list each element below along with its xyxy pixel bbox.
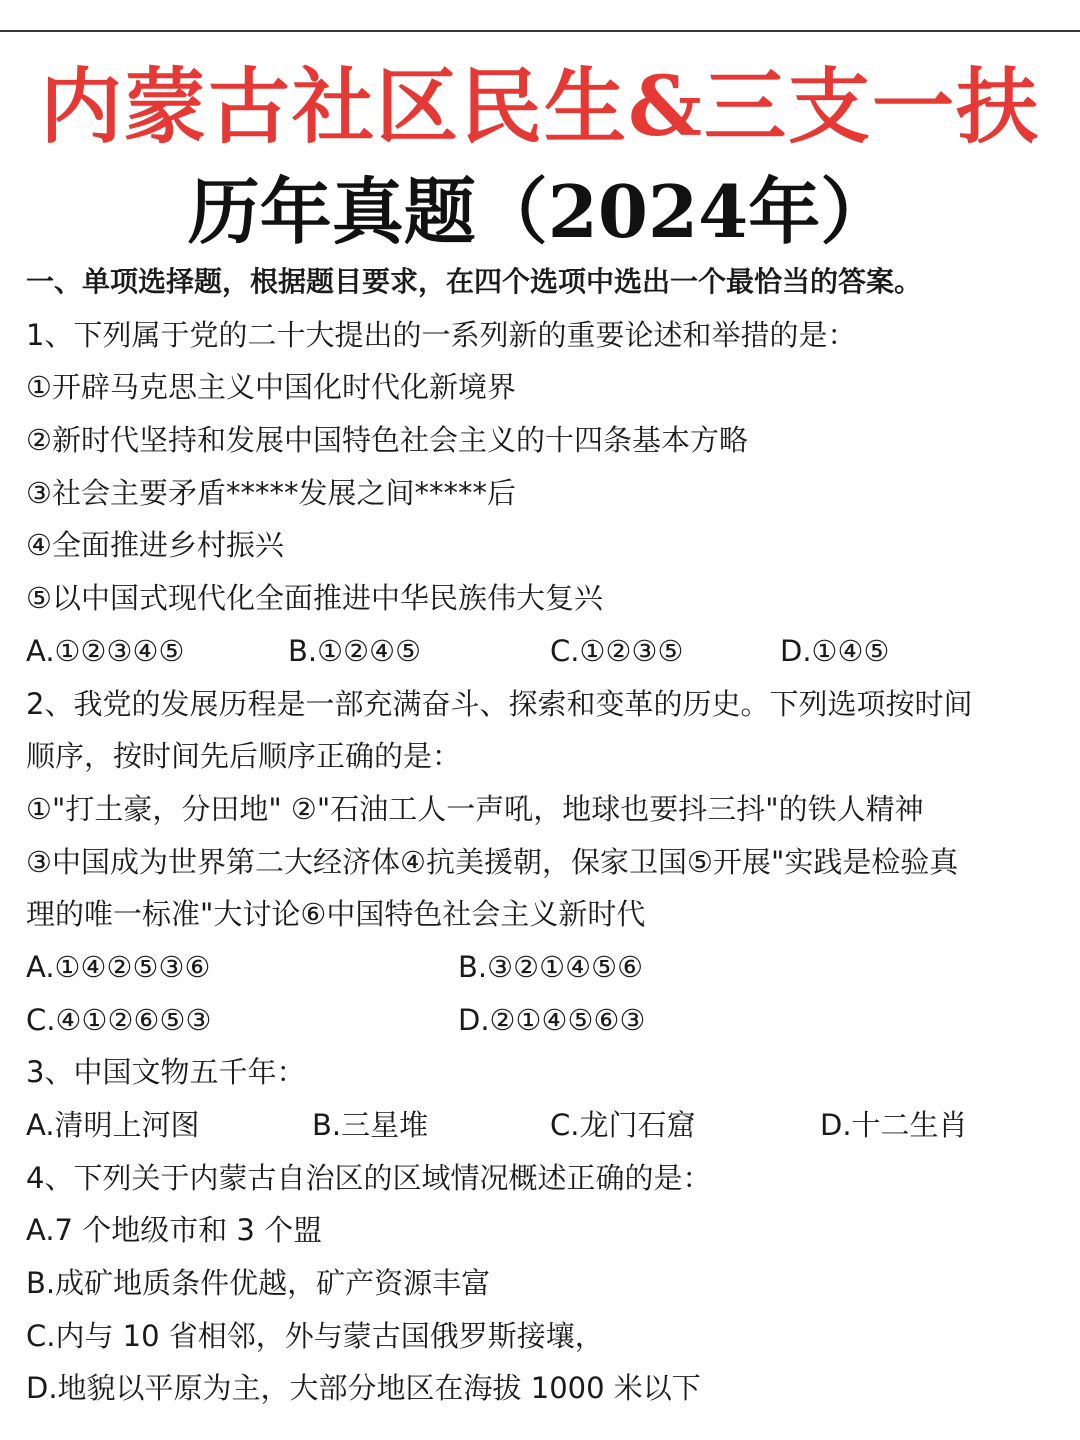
question-1-item: ②新时代坚持和发展中国特色社会主义的十四条基本方略	[26, 423, 748, 458]
question-4-stem: 4、下列关于内蒙古自治区的区域情况概述正确的是：	[26, 1160, 712, 1195]
top-divider	[0, 30, 1080, 32]
question-2-stem: 2、我党的发展历程是一部充满奋斗、探索和变革的历史。下列选项按时间	[26, 686, 973, 721]
option-a: A.7 个地级市和 3 个盟	[26, 1213, 323, 1248]
question-2-options-row-1	[26, 941, 1060, 994]
question-1-item: ④全面推进乡村振兴	[26, 528, 284, 563]
option-c: C.④①②⑥⑤③	[26, 1002, 212, 1037]
question-2-stem: 顺序，按时间先后顺序正确的是：	[26, 739, 462, 774]
option-d: D.②①④⑤⑥③	[458, 1002, 646, 1037]
option-b: B.③②①④⑤⑥	[458, 949, 644, 984]
option-c: C.龙门石窟	[550, 1108, 696, 1142]
question-2-item: ①"打土豪，分田地" ②"石油工人一声吼，地球也要抖三抖"的铁人精神	[26, 791, 924, 826]
question-3-options	[26, 1099, 1060, 1152]
option-d: D.十二生肖	[820, 1108, 968, 1142]
option-c: C.内与 10 省相邻，外与蒙古国俄罗斯接壤，	[26, 1318, 604, 1353]
option-c: C.①②③⑤	[550, 633, 684, 668]
option-d: D.地貌以平原为主，大部分地区在海拔 1000 米以下	[26, 1371, 701, 1406]
question-3-stem: 3、中国文物五千年：	[26, 1055, 306, 1090]
question-2-item: 理的唯一标准"大讨论⑥中国特色社会主义新时代	[26, 897, 646, 932]
option-b: B.成矿地质条件优越，矿产资源丰富	[26, 1266, 491, 1301]
question-1-item: ③社会主要矛盾*****发展之间*****后	[26, 475, 516, 510]
option-b: B.①②④⑤	[288, 633, 422, 668]
option-d: D.①④⑤	[780, 633, 890, 668]
question-1-options	[26, 625, 1060, 678]
page-title: 内蒙古社区民生&三支一扶	[39, 59, 1041, 155]
option-b: B.三星堆	[312, 1108, 429, 1142]
question-1-stem: 1、下列属于党的二十大提出的一系列新的重要论述和举措的是：	[26, 317, 857, 352]
question-1-item: ⑤以中国式现代化全面推进中华民族伟大复兴	[26, 581, 603, 616]
question-2-item: ③中国成为世界第二大经济体④抗美援朝，保家卫国⑤开展"实践是检验真	[26, 844, 959, 879]
section-heading: 一、单项选择题，根据题目要求，在四个选项中选出一个最恰当的答案。	[26, 265, 923, 298]
option-a: A.①②③④⑤	[26, 633, 185, 668]
option-a: A.①④②⑤③⑥	[26, 949, 211, 984]
question-2-options-row-2	[26, 994, 1060, 1047]
page-subtitle: 历年真题（2024年）	[187, 169, 893, 254]
question-1-item: ①开辟马克思主义中国化时代化新境界	[26, 370, 516, 405]
option-a: A.清明上河图	[26, 1108, 200, 1142]
question-list	[26, 256, 1060, 1415]
